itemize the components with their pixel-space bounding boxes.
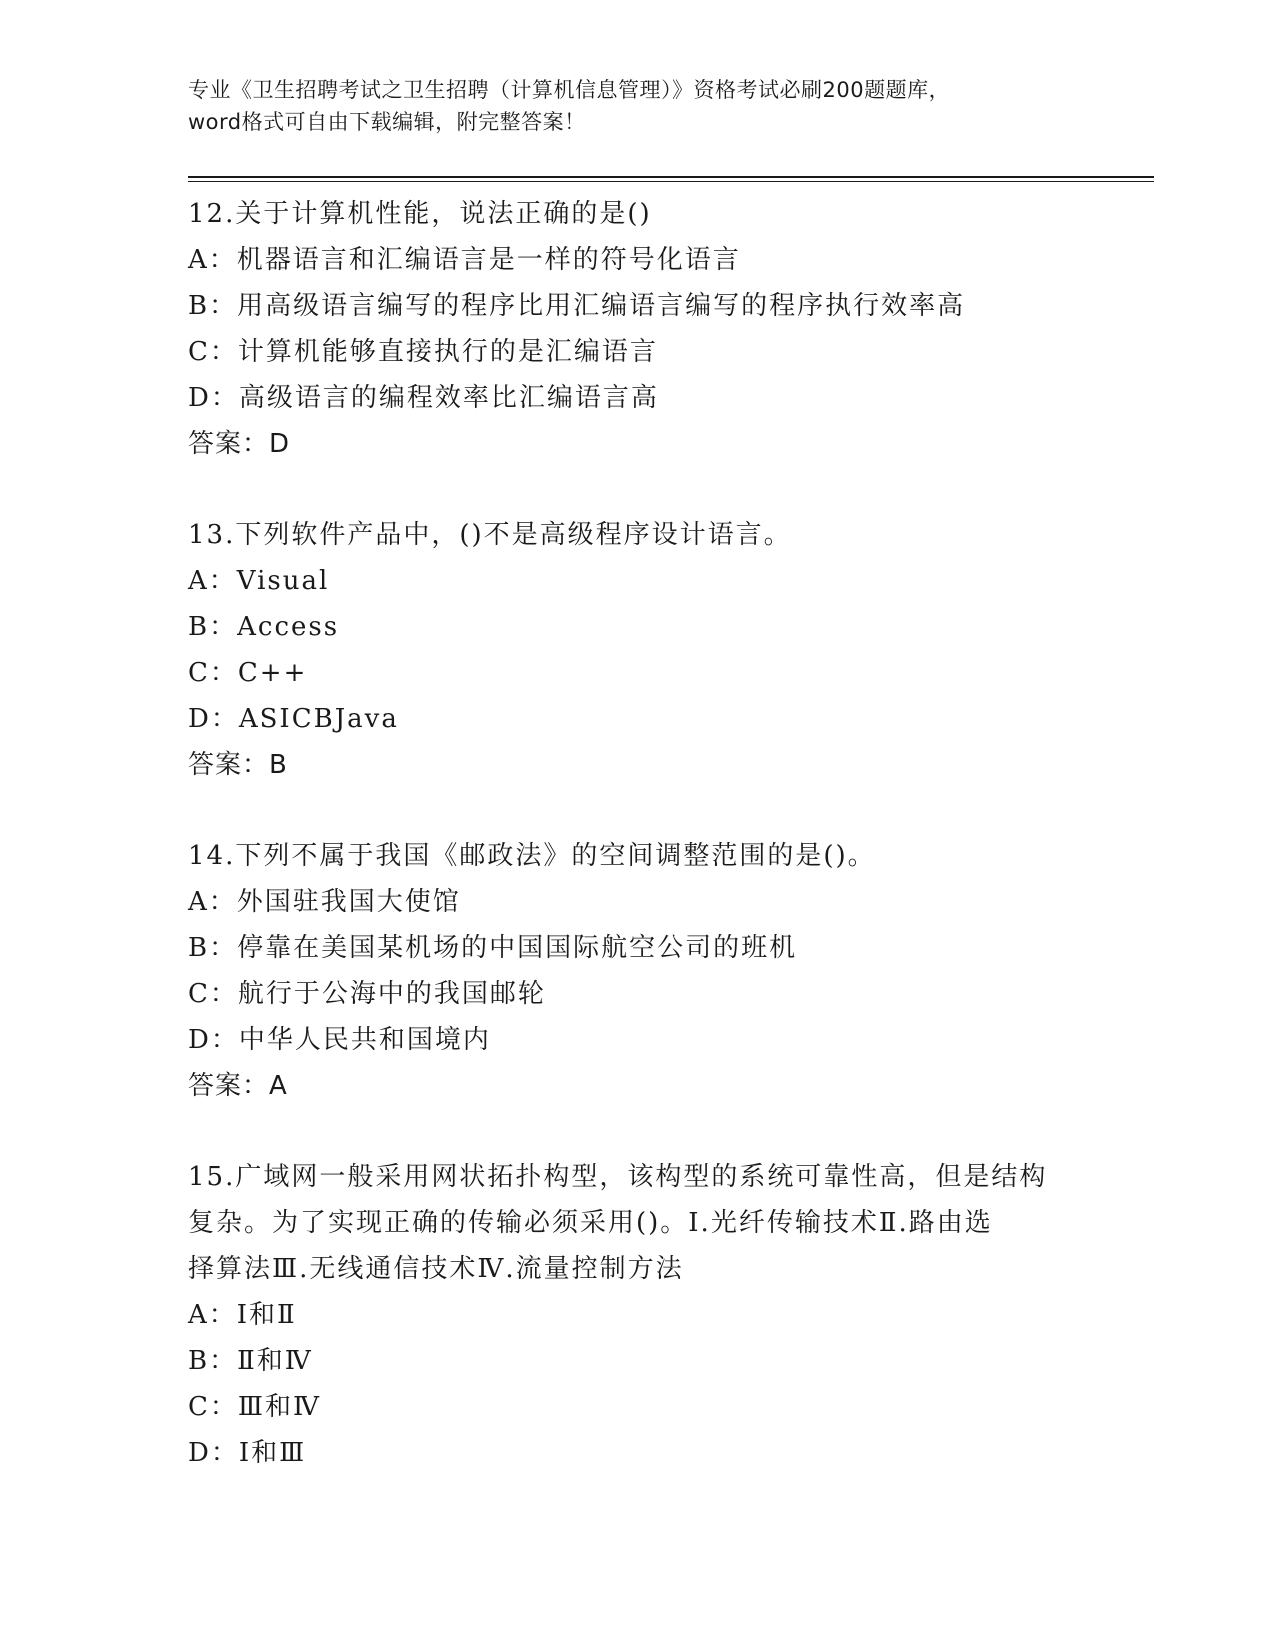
option-c: C：Ⅲ和Ⅳ	[188, 1392, 321, 1422]
option-c: C：航行于公海中的我国邮轮	[188, 979, 546, 1009]
option-d: D：Ⅰ和Ⅲ	[188, 1438, 307, 1468]
question-12	[188, 191, 1088, 467]
option-c: C：计算机能够直接执行的是汇编语言	[188, 337, 658, 367]
header-title-line-1: 专业《卫生招聘考试之卫生招聘（计算机信息管理）》资格考试必刷200题题库，	[188, 78, 951, 102]
answer-line: 答案：A	[188, 1071, 288, 1101]
option-a: A：Visual	[188, 566, 330, 596]
question-stem: 12.关于计算机性能，说法正确的是()	[188, 199, 652, 229]
question-stem-line-1: 15.广域网一般采用网状拓扑构型，该构型的系统可靠性高，但是结构	[188, 1162, 1048, 1192]
option-a: A：外国驻我国大使馆	[188, 887, 461, 917]
question-stem: 13.下列软件产品中，()不是高级程序设计语言。	[188, 520, 792, 550]
question-stem-line-3: 择算法Ⅲ.无线通信技术Ⅳ.流量控制方法	[188, 1254, 684, 1284]
option-c: C：C++	[188, 658, 308, 688]
header-divider-thin	[188, 181, 1154, 182]
option-a: A：机器语言和汇编语言是一样的符号化语言	[188, 245, 741, 275]
answer-line: 答案：D	[188, 429, 291, 459]
option-b: B：Access	[188, 612, 340, 642]
question-13	[188, 512, 1088, 788]
option-d: D：高级语言的编程效率比汇编语言高	[188, 383, 659, 413]
option-b: B：Ⅱ和Ⅳ	[188, 1346, 313, 1376]
question-stem: 14.下列不属于我国《邮政法》的空间调整范围的是()。	[188, 841, 876, 871]
answer-line: 答案：B	[188, 750, 288, 780]
question-15	[188, 1154, 1088, 1476]
question-stem-line-2: 复杂。为了实现正确的传输必须采用()。Ⅰ.光纤传输技术Ⅱ.路由选	[188, 1208, 993, 1238]
option-d: D：ASICBJava	[188, 704, 399, 734]
option-d: D：中华人民共和国境内	[188, 1025, 491, 1055]
question-list	[188, 191, 1088, 1521]
option-a: A：Ⅰ和Ⅱ	[188, 1300, 297, 1330]
header-divider-thick	[188, 176, 1154, 178]
option-b: B：用高级语言编写的程序比用汇编语言编写的程序执行效率高	[188, 291, 966, 321]
header-title-line-2: word格式可自由下载编辑，附完整答案！	[188, 110, 586, 134]
question-14	[188, 833, 1088, 1109]
option-b: B：停靠在美国某机场的中国国际航空公司的班机	[188, 933, 798, 963]
document-header	[188, 74, 1088, 138]
